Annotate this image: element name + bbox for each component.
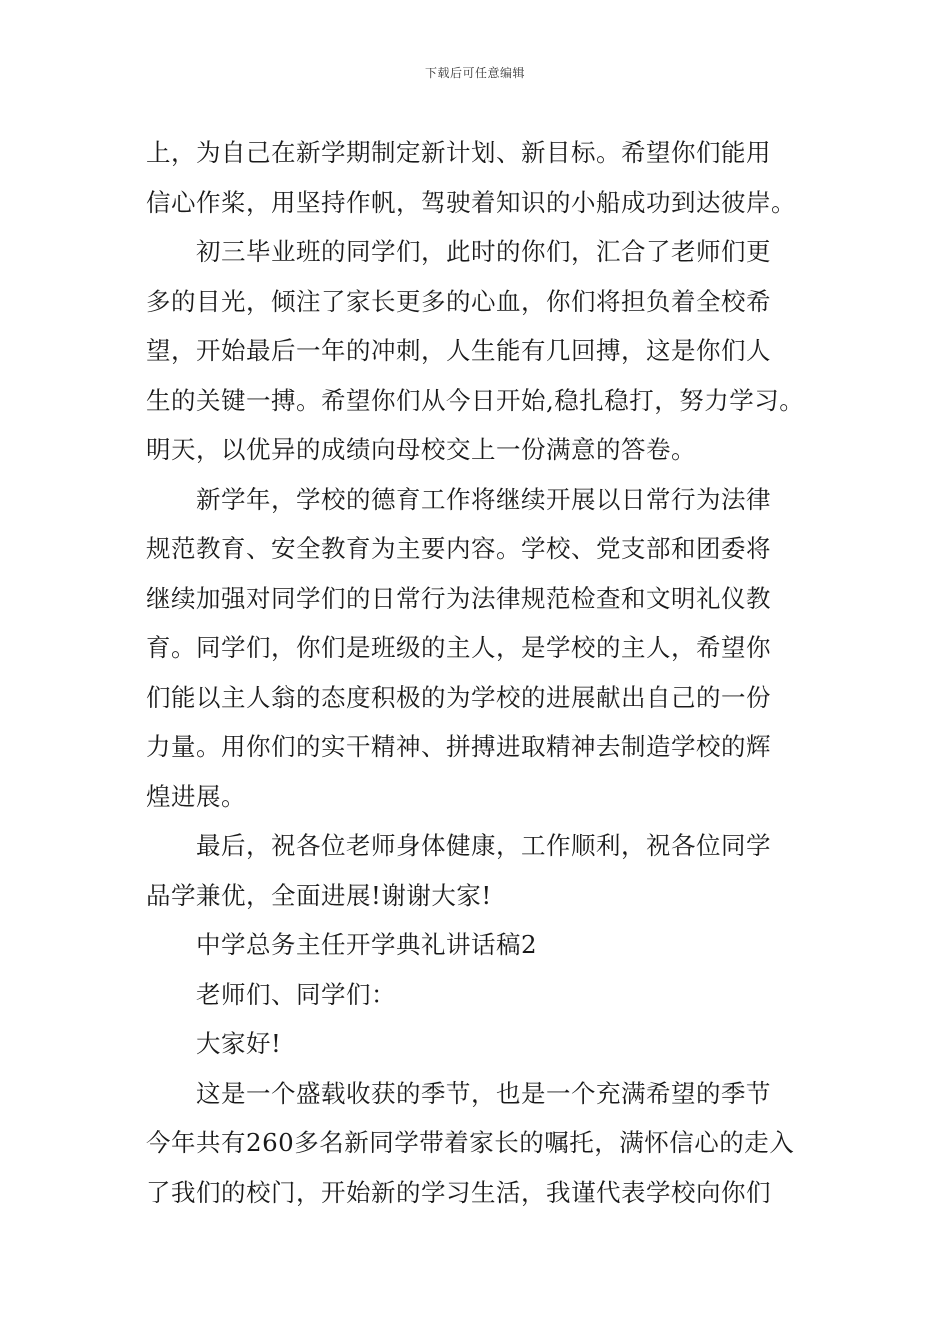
text-line: 们能以主人翁的态度积极的为学校的进展献出自己的一份 [146,682,771,712]
text-line: 初三毕业班的同学们，此时的你们，汇合了老师们更 [196,237,771,266]
body-text [146,128,810,1217]
text-line: 这是一个盛载收获的季节，也是一个充满希望的季节 [196,1078,771,1108]
text-line: 育。同学们，你们是班级的主人，是学校的主人，希望你 [146,633,771,662]
text-line: 煌进展。 [146,781,246,811]
text-line: 望，开始最后一年的冲刺，人生能有几回搏，这是你们人 [146,336,771,365]
greeting: 大家好! [196,1029,282,1058]
text-line: 最后，祝各位老师身体健康，工作顺利，祝各位同学 [196,831,771,860]
text-line: 明天，以优异的成绩向母校交上一份满意的答卷。 [146,435,696,464]
text-line: 生的关键一搏。希望你们从今日开始,稳扎稳打，努力学习。 [146,385,805,415]
text-line: 上，为自己在新学期制定新计划、新目标。希望你们能用 [146,138,771,167]
text-line: 继续加强对同学们的日常行为法律规范检查和文明礼仪教 [146,583,771,613]
section-title: 中学总务主任开学典礼讲话稿2 [196,930,538,959]
salutation: 老师们、同学们： [196,979,396,1009]
text-line: 力量。用你们的实干精神、拼搏进取精神去制造学校的辉 [146,732,771,761]
text-line: 多的目光，倾注了家长更多的心血，你们将担负着全校希 [146,286,771,316]
text-line: 了我们的校门，开始新的学习生活，我谨代表学校向你们 [146,1177,771,1207]
text-line: 新学年，学校的德育工作将继续开展以日常行为法律 [196,484,771,514]
text-line: 规范教育、安全教育为主要内容。学校、党支部和团委将 [146,534,771,563]
page-header: 下载后可任意编辑 [424,66,525,80]
text-line: 今年共有260多名新同学带着家长的嘱托，满怀信心的走入 [146,1128,795,1157]
text-line: 品学兼优，全面进展!谢谢大家! [146,880,492,910]
text-line: 信心作桨，用坚持作帆，驾驶着知识的小船成功到达彼岸。 [146,187,796,217]
